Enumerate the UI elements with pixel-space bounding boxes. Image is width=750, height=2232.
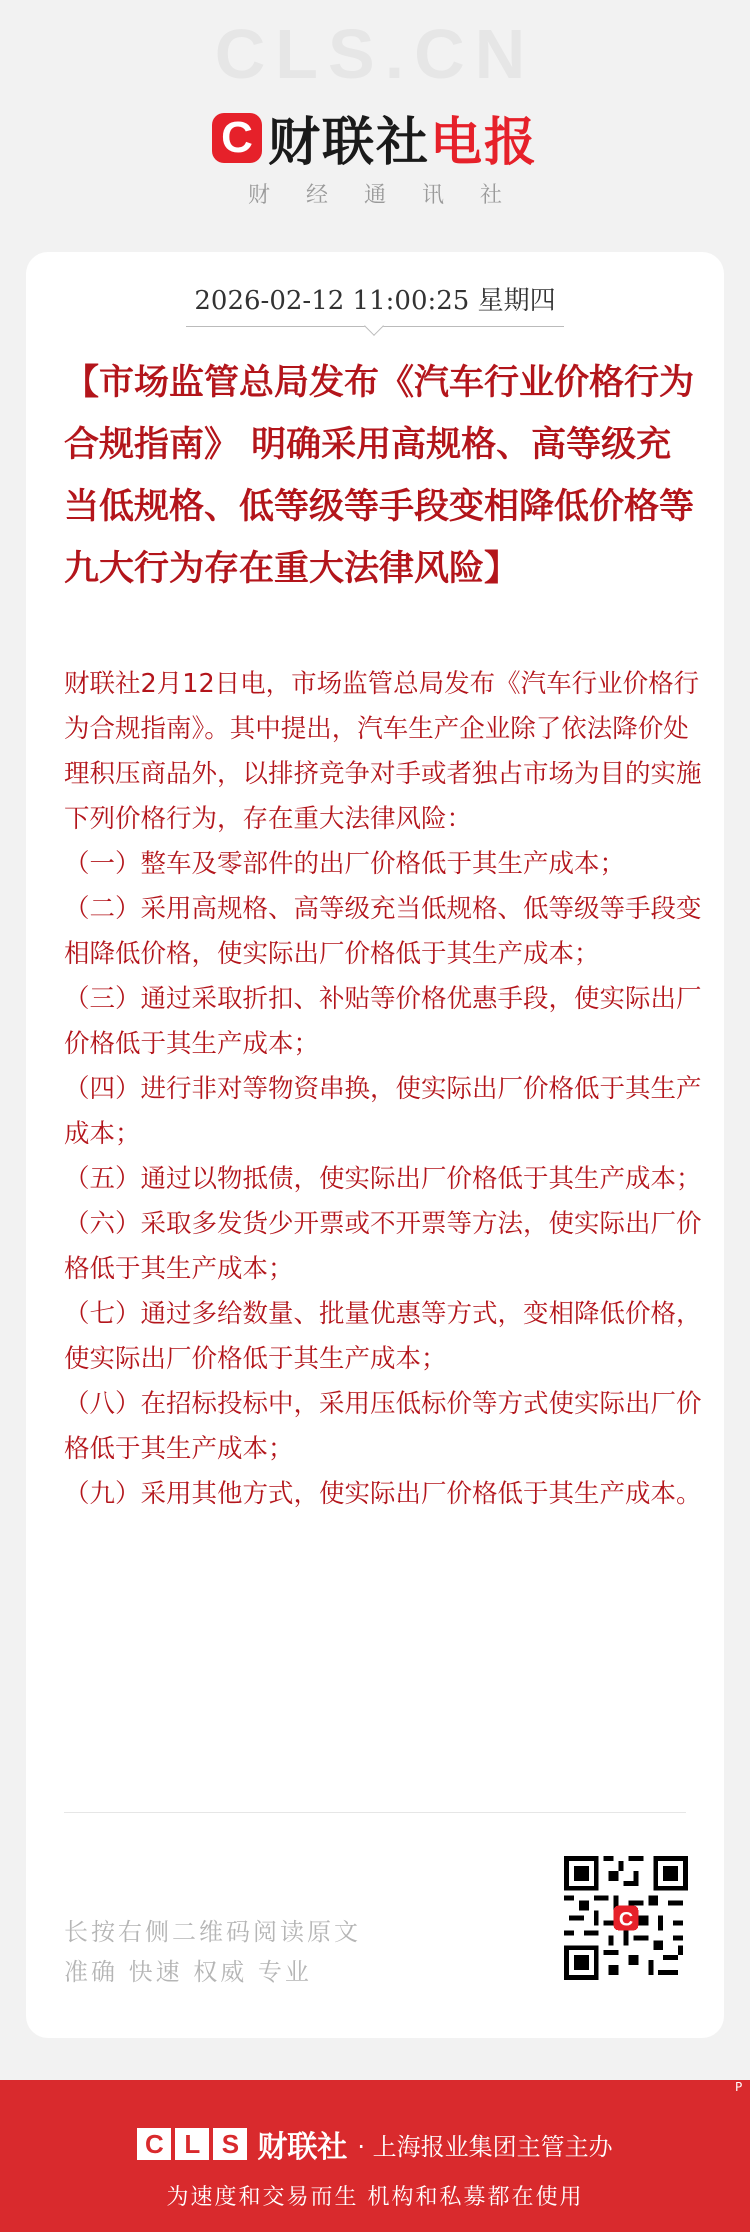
body-paragraph: （七）通过多给数量、批量优惠等方式，变相降低价格，使实际出厂价格低于其生产成本； (64, 1299, 702, 1374)
body-paragraph: （一）整车及零部件的出厂价格低于其生产成本； (64, 849, 626, 879)
bottom-slogan: 为速度和交易而生 机构和私募都在使用 (166, 2185, 584, 2210)
body-paragraph: （三）通过采取折扣、补贴等价格优惠手段，使实际出厂价格低于其生产成本； (64, 984, 702, 1059)
slogan-text: 准确 快速 权威 专业 (64, 1958, 312, 1986)
news-headline: 【市场监管总局发布《汽车行业价格行为合规指南》 明确采用高规格、高等级充当低规格、低等级等手段变相降低价格等九大行为存在重大法律风险】 (64, 363, 695, 589)
body-paragraph: （六）采取多发货少开票或不开票等方法，使实际出厂价格低于其生产成本； (64, 1209, 702, 1284)
svg-text:C: C (618, 1908, 634, 1931)
body-paragraph: （二）采用高规格、高等级充当低规格、低等级等手段变相降低价格，使实际出厂价格低于其生产成本； (64, 894, 702, 969)
body-paragraph: （九）采用其他方式，使实际出厂价格低于其生产成本。 (64, 1479, 702, 1509)
cls-watermark: CLS.CN (214, 15, 536, 93)
cls-letter: L (175, 2128, 209, 2160)
cls-logo-icon: C (212, 113, 262, 163)
datetime-pointer-icon (364, 316, 384, 336)
publish-datetime: 2026-02-12 11:00:25 星期四 (194, 286, 556, 316)
body-paragraph: （四）进行非对等物资串换，使实际出厂价格低于其生产成本； (64, 1074, 702, 1149)
brand-name: 财联社 (267, 113, 430, 173)
brand-header (0, 100, 750, 175)
news-body (64, 662, 704, 1517)
qr-code-icon[interactable] (564, 1856, 688, 1980)
body-paragraph: （五）通过以物抵债，使实际出厂价格低于其生产成本； (64, 1164, 702, 1194)
body-paragraph: 财联社2月12日电，市场监管总局发布《汽车行业价格行为合规指南》。其中提出，汽车生产企业除了依法降价处理积压商品外，以排挤竞争对手或者独占市场为目的实施下列价格行为，存在重大法律风险： (64, 669, 702, 834)
bottom-brand-sub: · 上海报业集团主管主办 (357, 2132, 613, 2161)
brand-name-highlight: 电报 (430, 113, 539, 173)
news-card (26, 252, 724, 2038)
brand-tagline: 财经通讯社 (247, 183, 538, 208)
bottom-brand-name: 财联社 (257, 2130, 348, 2165)
bottom-brand-bar (0, 2080, 750, 2232)
bottom-brand-row (0, 2122, 750, 2166)
qr-hint-text: 长按右侧二维码阅读原文 (64, 1918, 361, 1946)
cls-letter: S (213, 2128, 247, 2160)
corner-mark: P (735, 2080, 743, 2094)
body-paragraph: （八）在招标投标中，采用压低标价等方式使实际出厂价格低于其生产成本； (64, 1389, 702, 1464)
cls-letter: C (137, 2128, 171, 2160)
card-divider (64, 1812, 686, 1813)
